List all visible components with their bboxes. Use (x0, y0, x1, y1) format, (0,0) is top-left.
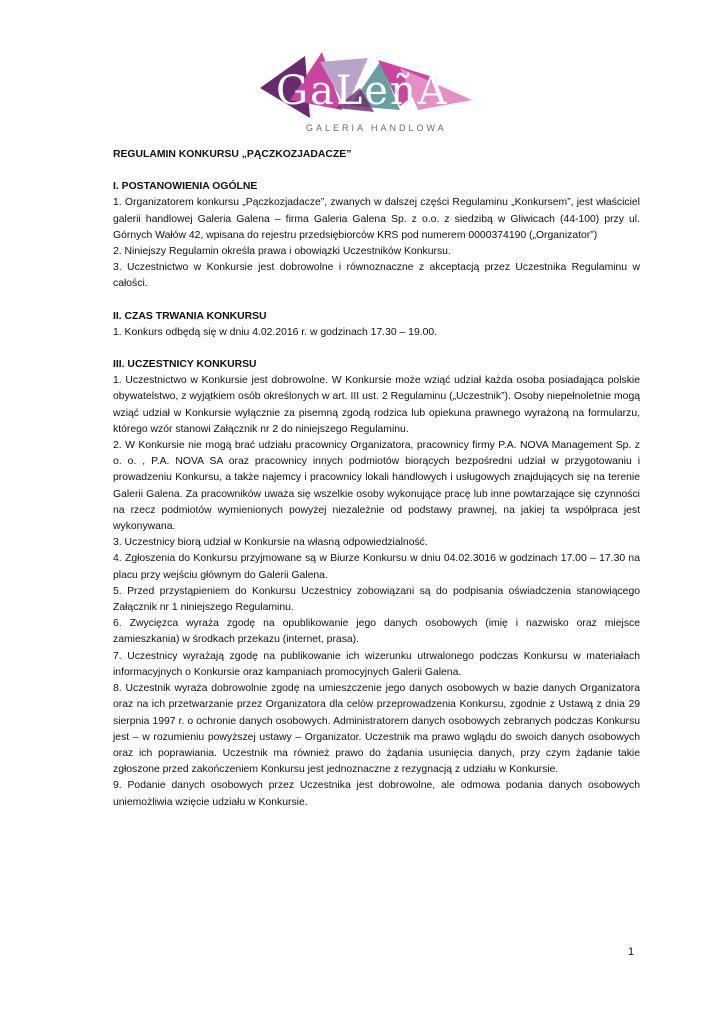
section-heading: III. UCZESTNICY KONKURSU (113, 359, 257, 371)
paragraph: 9. Podanie danych osobowych przez Uczestnika jest dobrowolne, ale odmowa podania danych osobowych uniemożliwia wzięcie udziału w Konkursie. (113, 780, 640, 808)
section-heading: II. CZAS TRWANIA KONKURSU (113, 310, 267, 322)
paragraph: 4. Zgłoszenia do Konkursu przyjmowane są w Biurze Konkursu w dniu 04.02.3016 w godzinach 17.00 – 17.30 na placu przy wejściu głównym do Galerii Galena. (113, 553, 640, 581)
paragraph: 2. W Konkursie nie mogą brać udziału pracownicy Organizatora, pracownicy firmy P.A. NOVA Management Sp. z o. o. , P.A. NOVA SA oraz pracownicy innych podmiotów biorących bezpośredni udział w przygotowaniu i prowadzeniu Konkursu, a także najemcy i pracownicy lokali handlowych i usługowych znajdujących się na terenie Galerii Galena. Za pracowników uważa się wszelkie osoby wykonujące pracę lub inne powtarzające się czynności na rzecz podmiotów wymienionych powyżej niezależnie od podstawy prawnej, na jakiej ta współpraca jest wykonywana. (113, 440, 640, 533)
paragraph: 1. Uczestnictwo w Konkursie jest dobrowolne. W Konkursie może wziąć udział każda osoba posiadająca polskie obywatelstwo, z wyjątkiem osób określonych w art. III ust. 2 Regulaminu („Uczestnik”). Osoby niepełnoletnie mogą wziąć udział w Konkursie wyłącznie za pisemną zgodą rodzica lub opiekuna prawnego wyrażoną na formularzu, którego wzór stanowi Załącznik nr 2 do niniejszego Regulaminu. (113, 375, 640, 435)
paragraph: 6. Zwycięzca wyraża zgodę na opublikowanie jego danych osobowych (imię i nazwisko oraz miejsce zamieszkania) w środkach przekazu (internet, prasa). (113, 618, 640, 646)
paragraph: 7. Uczestnicy wyrażają zgodę na publikowanie ich wizerunku utrwalonego podczas Konkursu w materiałach informacyjnych o Konkursie oraz kampaniach promocyjnych Galerii Galena. (113, 650, 640, 678)
page-number: 1 (628, 946, 635, 958)
paragraph: 3. Uczestnicy biorą udział w Konkursie na własną odpowiedzialność. (113, 537, 428, 549)
paragraph: 5. Przed przystąpieniem do Konkursu Uczestnicy zobowiązani są do podpisania oświadczenia stanowiącego Załącznik nr 1 niniejszego Regulaminu. (113, 585, 640, 614)
document-body (113, 147, 640, 811)
paragraph: 3. Uczestnictwo w Konkursie jest dobrowolne i równoznaczne z akceptacją przez Uczestnika Regulaminu w całości. (113, 262, 640, 290)
paragraph: 2. Niniejszy Regulamin określa prawa i obowiązki Uczestników Konkursu. (113, 246, 451, 258)
galena-logo (250, 48, 480, 136)
paragraph: 1. Organizatorem konkursu „Pączkozjadacze”, zwanych w dalszej części Regulaminu „Konkursem”, jest właściciel galerii handlowej Galeria Galena – firma Galeria Galena Sp. z o.o. z siedzibą w Gliwicach (44-100) przy ul. Górnych Wałów 42, wpisana do rejestru przedsiębiorców KRS pod numerem 0000374190 („Organizator”) (113, 197, 640, 241)
logo-subtitle: GALERIA HANDLOWA (306, 123, 447, 133)
section-heading: I. POSTANOWIENIA OGÓLNE (113, 181, 258, 193)
paragraph: 1. Konkurs odbędą się w dniu 4.02.2016 r. w godzinach 17.30 – 19.00. (113, 326, 438, 338)
paragraph: 8. Uczestnik wyraża dobrowolnie zgodę na umieszczenie jego danych osobowych w bazie danych Organizatora oraz na ich przetwarzanie przez Organizatora dla celów przeprowadzenia Konkursu, zgodnie z Ustawą z dnia 29 sierpnia 1997 r. o ochronie danych osobowych. Administratorem danych osobowych zebranych podczas Konkursu jest – w rozumieniu powyższej ustawy – Organizator. Uczestnik ma prawo wglądu do swoich danych osobowych oraz ich poprawiania. Uczestnik ma również prawo do żądania usunięcia danych, przy czym żądanie takie zgłoszone przed zakończeniem Konkursu jest jednoznaczne z rezygnacją z udziału w Konkursie. (113, 683, 640, 776)
logo-name: GaLeñA (276, 68, 449, 114)
document-title: REGULAMIN KONKURSU „PĄCZKOZJADACZE” (113, 149, 352, 160)
